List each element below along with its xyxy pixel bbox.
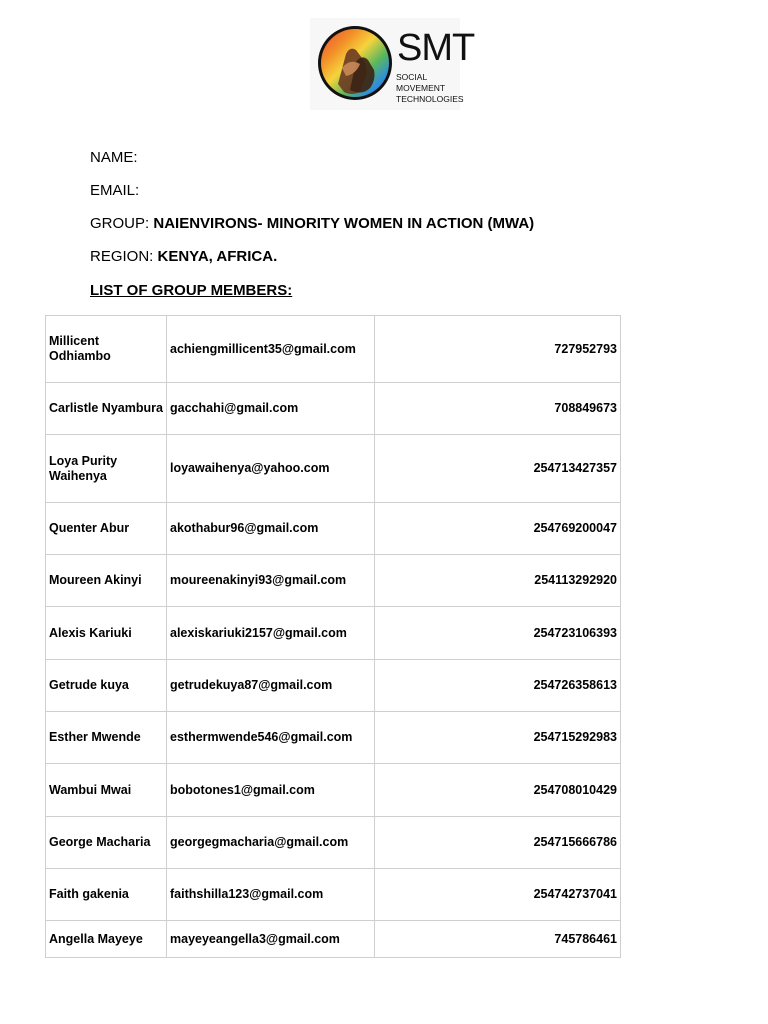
members-table [45, 315, 621, 958]
member-name-cell: Getrude kuya [46, 660, 167, 712]
table-row [46, 607, 621, 660]
member-phone-cell: 254723106393 [375, 607, 621, 660]
member-email-cell: bobotones1@gmail.com [167, 764, 375, 817]
region-field [90, 248, 277, 265]
table-row [46, 921, 621, 958]
member-name-cell: Carlistle Nyambura [46, 383, 167, 435]
member-name-cell: George Macharia [46, 817, 167, 869]
table-row [46, 869, 621, 921]
member-email-cell: achiengmillicent35@gmail.com [167, 316, 375, 383]
member-phone-cell: 254726358613 [375, 660, 621, 712]
group-label: GROUP: [90, 215, 150, 232]
member-name-cell: Moureen Akinyi [46, 555, 167, 607]
smt-logo [310, 18, 475, 110]
member-phone-cell: 254715666786 [375, 817, 621, 869]
member-phone-cell: 745786461 [375, 921, 621, 958]
email-field [90, 182, 139, 199]
member-name-cell: Loya Purity Waihenya [46, 435, 167, 503]
member-name-cell: Faith gakenia [46, 869, 167, 921]
name-label: NAME: [90, 149, 138, 166]
member-name-cell: Angella Mayeye [46, 921, 167, 958]
member-email-cell: alexiskariuki2157@gmail.com [167, 607, 375, 660]
region-label: REGION: [90, 248, 154, 265]
member-email-cell: mayeyeangella3@gmail.com [167, 921, 375, 958]
member-phone-cell: 254713427357 [375, 435, 621, 503]
logo-tagline-line1: SOCIAL MOVEMENT [396, 72, 446, 93]
raised-fists-icon [316, 24, 394, 102]
table-row [46, 435, 621, 503]
member-name-cell: Esther Mwende [46, 712, 167, 764]
member-phone-cell: 727952793 [375, 316, 621, 383]
member-email-cell: akothabur96@gmail.com [167, 503, 375, 555]
table-row [46, 764, 621, 817]
table-row [46, 817, 621, 869]
member-name-cell: Millicent Odhiambo [46, 316, 167, 383]
logo-tagline [396, 72, 464, 105]
member-name-cell: Wambui Mwai [46, 764, 167, 817]
member-email-cell: getrudekuya87@gmail.com [167, 660, 375, 712]
email-label: EMAIL: [90, 182, 140, 199]
member-name-cell: Alexis Kariuki [46, 607, 167, 660]
member-phone-cell: 254708010429 [375, 764, 621, 817]
member-phone-cell: 254715292983 [375, 712, 621, 764]
group-value: NAIENVIRONS- MINORITY WOMEN IN ACTION (MWA) [153, 215, 535, 232]
member-email-cell: faithshilla123@gmail.com [167, 869, 375, 921]
region-value: KENYA, AFRICA. [157, 248, 278, 265]
member-email-cell: loyawaihenya@yahoo.com [167, 435, 375, 503]
logo-tagline-line2: TECHNOLOGIES [396, 94, 464, 104]
member-email-cell: georgegmacharia@gmail.com [167, 817, 375, 869]
member-phone-cell: 254769200047 [375, 503, 621, 555]
table-row [46, 383, 621, 435]
member-phone-cell: 254113292920 [375, 555, 621, 607]
member-phone-cell: 254742737041 [375, 869, 621, 921]
member-email-cell: gacchahi@gmail.com [167, 383, 375, 435]
table-row [46, 555, 621, 607]
table-row [46, 503, 621, 555]
member-email-cell: esthermwende546@gmail.com [167, 712, 375, 764]
members-table-body [46, 316, 621, 958]
table-row [46, 712, 621, 764]
table-row [46, 660, 621, 712]
name-field [90, 149, 138, 166]
member-email-cell: moureenakinyi93@gmail.com [167, 555, 375, 607]
members-list-title: LIST OF GROUP MEMBERS: [90, 282, 293, 299]
group-field [90, 215, 534, 232]
table-row [46, 316, 621, 383]
logo-wordmark: SMT [397, 27, 475, 69]
member-name-cell: Quenter Abur [46, 503, 167, 555]
member-phone-cell: 708849673 [375, 383, 621, 435]
